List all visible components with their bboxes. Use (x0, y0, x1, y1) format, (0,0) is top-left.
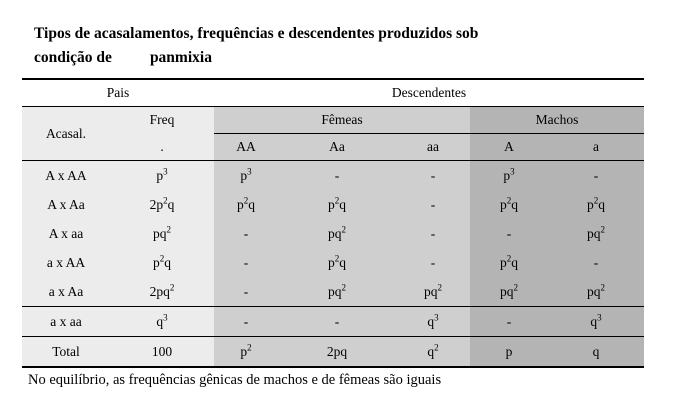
cell-a: - (548, 248, 644, 277)
cell-a: $pq^2$ (548, 277, 644, 307)
cell-AA: - (214, 277, 278, 307)
cell-AA: - (214, 307, 278, 337)
cell-a: $q^3$ (548, 307, 644, 337)
title-line-2a: condição de (34, 49, 112, 66)
total-row (22, 337, 644, 368)
cell-freq: $p^2q$ (110, 248, 214, 277)
header-descendentes: Descendentes (214, 79, 644, 107)
total-AA: $p^2$ (214, 337, 278, 368)
cell-Aa: $p^2q$ (278, 248, 396, 277)
cell-aa: - (396, 190, 470, 219)
table-body (22, 161, 644, 337)
total-label: Total (22, 337, 110, 368)
cell-acasal: a x aa (22, 307, 110, 337)
cell-A: - (470, 307, 548, 337)
table-row (22, 161, 644, 191)
cell-Aa: - (278, 307, 396, 337)
cell-Aa: $pq^2$ (278, 277, 396, 307)
cell-acasal: A x aa (22, 219, 110, 248)
cell-a: - (548, 161, 644, 191)
header-pais: Pais (22, 79, 214, 107)
cell-AA: - (214, 219, 278, 248)
table-row (22, 307, 644, 337)
cell-aa: - (396, 248, 470, 277)
total-A: p (470, 337, 548, 368)
cell-Aa: $p^2q$ (278, 190, 396, 219)
total-aa: $q^2$ (396, 337, 470, 368)
table-row (22, 219, 644, 248)
cell-Aa: $pq^2$ (278, 219, 396, 248)
cell-freq: $p^3$ (110, 161, 214, 191)
cell-AA: $p^2q$ (214, 190, 278, 219)
header-aa: aa (396, 134, 470, 161)
title-line-1: Tipos de acasalamentos, frequências e descendentes produzidos sob (34, 25, 479, 42)
cell-A: $p^3$ (470, 161, 548, 191)
total-Aa: 2pq (278, 337, 396, 368)
cell-acasal: A x AA (22, 161, 110, 191)
cell-aa: - (396, 161, 470, 191)
total-freq: 100 (110, 337, 214, 368)
cell-A: $p^2q$ (470, 248, 548, 277)
header-a: a (548, 134, 644, 161)
title-line-2b: panmixia (149, 49, 212, 66)
table-row (22, 190, 644, 219)
title-line-2 (34, 46, 634, 70)
table-title (34, 22, 634, 70)
header-acasal: Acasal. (22, 107, 110, 161)
cell-aa: - (396, 219, 470, 248)
cell-A: $pq^2$ (470, 277, 548, 307)
cell-acasal: A x Aa (22, 190, 110, 219)
cell-aa: $pq^2$ (396, 277, 470, 307)
cell-freq: $pq^2$ (110, 219, 214, 248)
mating-table (22, 78, 644, 368)
header-machos: Machos (470, 107, 644, 134)
cell-A: - (470, 219, 548, 248)
cell-freq: $2pq^2$ (110, 277, 214, 307)
header-femeas: Fêmeas (214, 107, 470, 134)
cell-AA: $p^3$ (214, 161, 278, 191)
footnote: No equilíbrio, as frequências gênicas de machos e de fêmeas são iguais (28, 372, 442, 388)
header-Aa: Aa (278, 134, 396, 161)
cell-AA: - (214, 248, 278, 277)
cell-freq: $2p^2q$ (110, 190, 214, 219)
table-row (22, 248, 644, 277)
cell-A: $p^2q$ (470, 190, 548, 219)
total-a: q (548, 337, 644, 368)
cell-freq: $q^3$ (110, 307, 214, 337)
cell-a: $pq^2$ (548, 219, 644, 248)
header-A: A (470, 134, 548, 161)
cell-acasal: a x AA (22, 248, 110, 277)
header-freq: Freq (110, 107, 214, 134)
header-freq-dot: . (110, 134, 214, 161)
cell-acasal: a x Aa (22, 277, 110, 307)
cell-a: $p^2q$ (548, 190, 644, 219)
cell-aa: $q^3$ (396, 307, 470, 337)
header-AA: AA (214, 134, 278, 161)
cell-Aa: - (278, 161, 396, 191)
table-row (22, 277, 644, 307)
